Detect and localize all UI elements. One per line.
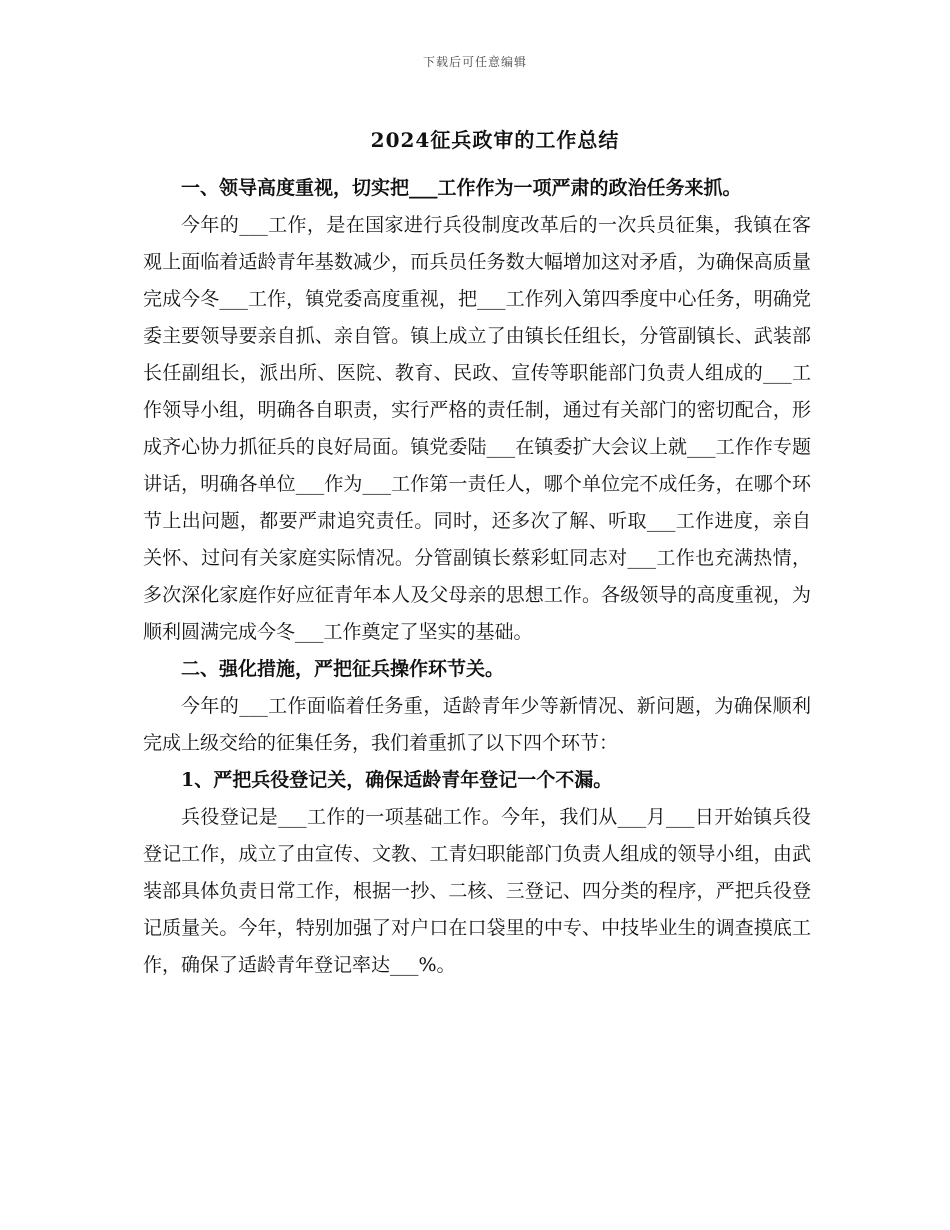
subsection-heading-1: 1、严把兵役登记关，确保适龄青年登记一个不漏。 <box>181 769 613 791</box>
document-title: 2024征兵政审的工作总结 <box>370 128 620 152</box>
body-paragraph-2: 今年的___工作面临着任务重，适龄青年少等新情况、新问题，为确保顺利完成上级交给的征集任务，我们着重抓了以下四个环节： <box>143 695 811 754</box>
section-heading-2: 二、强化措施，严把征兵操作环节关。 <box>181 658 505 680</box>
document-body <box>143 170 811 984</box>
body-paragraph-3: 兵役登记是___工作的一项基础工作。今年，我们从___月___日开始镇兵役登记工作，成立了由宣传、文教、工青妇职能部门负责人组成的领导小组，由武装部具体负责日常工作，根据一抄、二核、三登记、四分类的程序，严把兵役登记质量关。今年，特别加强了对户口在口袋里的中专、中技毕业生的调查摸底工作，确保了适龄青年登记率达___%。 <box>143 806 811 976</box>
header-note: 下载后可任意编辑 <box>422 55 527 69</box>
section-heading-1: 一、领导高度重视，切实把___工作作为一项严肃的政治任务来抓。 <box>181 177 742 199</box>
body-paragraph-1: 今年的___工作，是在国家进行兵役制度改革后的一次兵员征集，我镇在客观上面临着适龄青年基数减少，而兵员任务数大幅增加这对矛盾，为确保高质量完成今冬___工作，镇党委高度重视，把___工作列入第四季度中心任务，明确党委主要领导要亲自抓、亲自管。镇上成立了由镇长任组长，分管副镇长、武装部长任副组长，派出所、医院、教育、民政、宣传等职能部门负责人组成的___工作领导小组，明确各自职责，实行严格的责任制，通过有关部门的密切配合，形成齐心协力抓征兵的良好局面。镇党委陆___在镇委扩大会议上就___工作作专题讲话，明确各单位___作为___工作第一责任人，哪个单位完不成任务，在哪个环节上出问题，都要严肃追究责任。同时，还多次了解、听取___工作进度，亲自关怀、过问有关家庭实际情况。分管副镇长蔡彩虹同志对___工作也充满热情，多次深化家庭作好应征青年本人及父母亲的思想工作。各级领导的高度重视，为顺利圆满完成今冬___工作奠定了坚实的基础。 <box>143 214 811 643</box>
